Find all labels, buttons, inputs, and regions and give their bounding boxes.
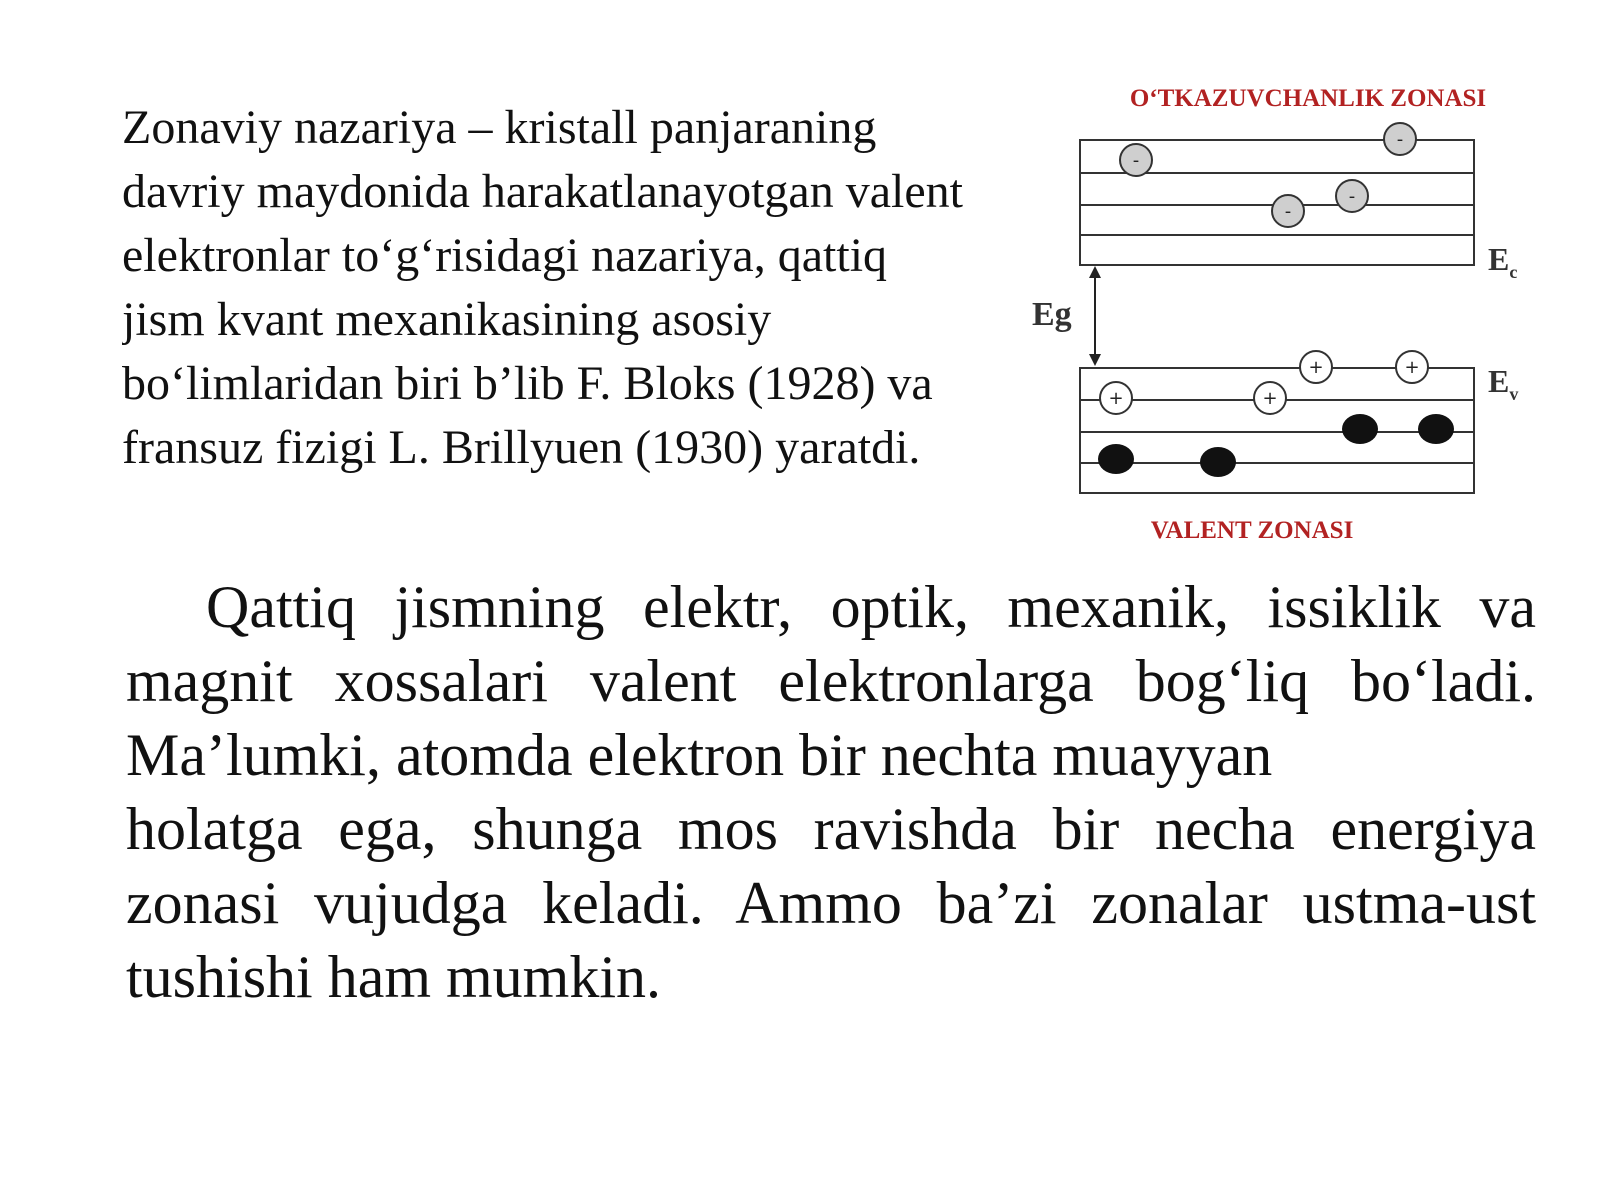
svg-text:+: + [1108, 388, 1124, 409]
svg-text:+: + [1404, 357, 1420, 378]
main-line: holatga ega, shunga mos ravishda bir necha energiya [126, 796, 1536, 862]
conduction-zone-label: O‘TKAZUVCHANLIK ZONASI [1129, 85, 1487, 112]
main-line: Qattiq jismning elektr, optik, mexanik, issiklik va [206, 574, 1536, 640]
intro-line: bo‘limlaridan biri b’lib F. Bloks (1928) va [122, 357, 933, 410]
electron-marker [1272, 195, 1304, 227]
intro-line: Zonaviy nazariya – kristall panjaraning [122, 101, 877, 154]
intro-paragraph [122, 96, 1052, 480]
electron-marker [1384, 123, 1416, 155]
main-line: tushishi ham mumkin. [126, 944, 662, 1010]
svg-text:-: - [1284, 201, 1292, 222]
svg-text:-: - [1396, 129, 1404, 150]
ev-label: $E_v$ [1488, 363, 1519, 404]
intro-line: jism kvant mexanikasining asosiy [122, 293, 772, 346]
electron-marker [1336, 180, 1368, 212]
svg-text:-: - [1132, 150, 1140, 171]
main-paragraph [126, 570, 1536, 1014]
hole-marker [1396, 351, 1428, 383]
intro-line: elektronlar to‘g‘risidagi nazariya, qattiq [122, 229, 888, 282]
ec-label: $E_c$ [1488, 241, 1518, 282]
main-line: Ma’lumki, atomda elektron bir nechta muayyan [126, 722, 1273, 788]
intro-line: fransuz fizigi L. Brillyuen (1930) yaratdi. [122, 421, 921, 474]
hole-marker [1254, 382, 1286, 414]
intro-line: davriy maydonida harakatlanayotgan valent [122, 165, 964, 218]
main-line: magnit xossalari valent elektronlarga bog‘liq bo‘ladi. [126, 648, 1536, 714]
svg-text:-: - [1348, 186, 1356, 207]
band-diagram [1030, 70, 1560, 560]
filled-electron [1200, 447, 1236, 477]
main-line: zonasi vujudga keladi. Ammo ba’zi zonalar ustma-ust [126, 870, 1536, 936]
filled-electron [1342, 414, 1378, 444]
filled-electron [1098, 444, 1134, 474]
valence-zone-label: VALENT ZONASI [1150, 517, 1354, 544]
svg-text:+: + [1308, 357, 1324, 378]
svg-text:+: + [1262, 388, 1278, 409]
filled-electron [1418, 414, 1454, 444]
hole-marker [1100, 382, 1132, 414]
electron-marker [1120, 144, 1152, 176]
hole-marker [1300, 351, 1332, 383]
band-gap-label: Eg [1032, 296, 1072, 333]
